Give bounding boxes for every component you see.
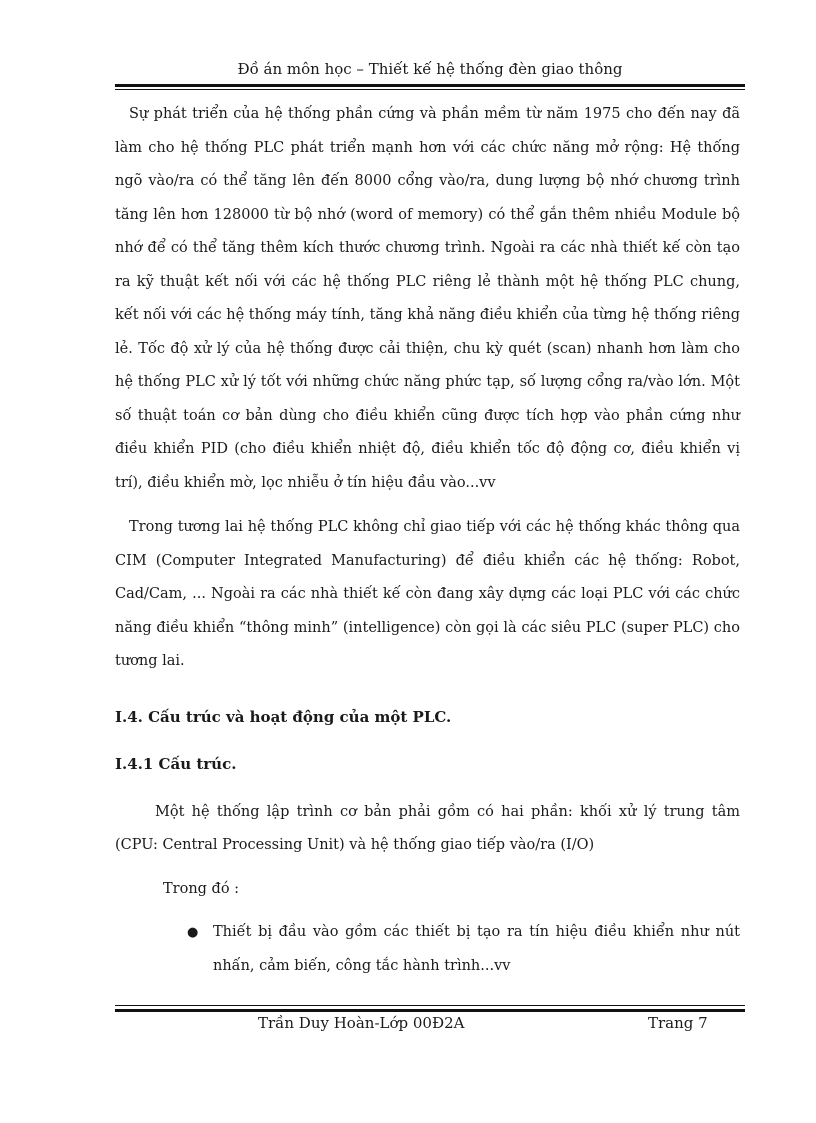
paragraph-plc-future: Trong tương lai hệ thống PLC không chỉ giao tiếp với các hệ thống khác thông qua CIM (Computer Integrated Manufacturing) để điều khiển các hệ thống: Robot, Cad/Cam, ... Ngoài ra các nhà thiết kế còn đang xây dựng các loại PLC với các chức năng điều khiển “thông minh” (intelligence) còn gọi là các siêu PLC (super PLC) cho tương lai. [115, 519, 740, 669]
footer-rule-thick [115, 1009, 745, 1012]
where-label: Trong đó : [163, 880, 240, 897]
subsection-heading: I.4.1 Cấu trúc. [115, 755, 237, 773]
section-heading: I.4. Cấu trúc và hoạt động của một PLC. [115, 707, 452, 726]
header-rule-thin [115, 89, 745, 90]
bullet-icon: ● [187, 925, 199, 940]
paragraph-plc-development: Sự phát triển của hệ thống phần cứng và phần mềm từ năm 1975 cho đến nay đã làm cho hệ thống PLC phát triển mạnh hơn với các chức năng mở rộng: Hệ thống ngõ vào/ra có thể tăng lên đến 8000 cổng vào/ra, dung lượng bộ nhớ chương trình tăng lên hơn 128000 từ bộ nhớ (word of memory) có thể gắn thêm nhiều Module bộ nhớ để có thể tăng thêm kích thước chương trình. Ngoài ra các nhà thiết kế còn tạo ra kỹ thuật kết nối với các hệ thống PLC riêng lẻ thành một hệ thống PLC chung, kết nối với các hệ thống máy tính, tăng khả năng điều khiển của từng hệ thống riêng lẻ. Tốc độ xử lý của hệ thống được cải thiện, chu kỳ quét (scan) nhanh hơn làm cho hệ thống PLC xử lý tốt với những chức năng phức tạp, số lượng cổng ra/vào lớn. Một số thuật toán cơ bản dùng cho điều khiển cũng được tích hợp vào phần cứng như điều khiển PID (cho điều khiển nhiệt độ, điều khiển tốc độ động cơ, điều khiển vị trí), điều khiển mờ, lọc nhiễu ở tín hiệu đầu vào...vv [115, 106, 741, 491]
footer-page-number: Trang 7 [648, 1014, 708, 1032]
list-item [187, 916, 740, 983]
paragraph-structure: Một hệ thống lập trình cơ bản phải gồm có hai phần: khối xử lý trung tâm (CPU: Central Processing Unit) và hệ thống giao tiếp vào/ra (I/O) [115, 803, 740, 853]
header-rule-thick [115, 84, 745, 87]
list-item-text: Thiết bị đầu vào gồm các thiết bị tạo ra tín hiệu điều khiển như nút nhấn, cảm biến, công tắc hành trình...vv [213, 924, 740, 974]
footer-author: Trần Duy Hoàn-Lớp 00Đ2A [258, 1014, 465, 1032]
document-body [115, 98, 740, 983]
page-header-title: Đồ án môn học – Thiết kế hệ thống đèn giao thông [237, 60, 623, 78]
footer-rule-thin [115, 1005, 745, 1006]
